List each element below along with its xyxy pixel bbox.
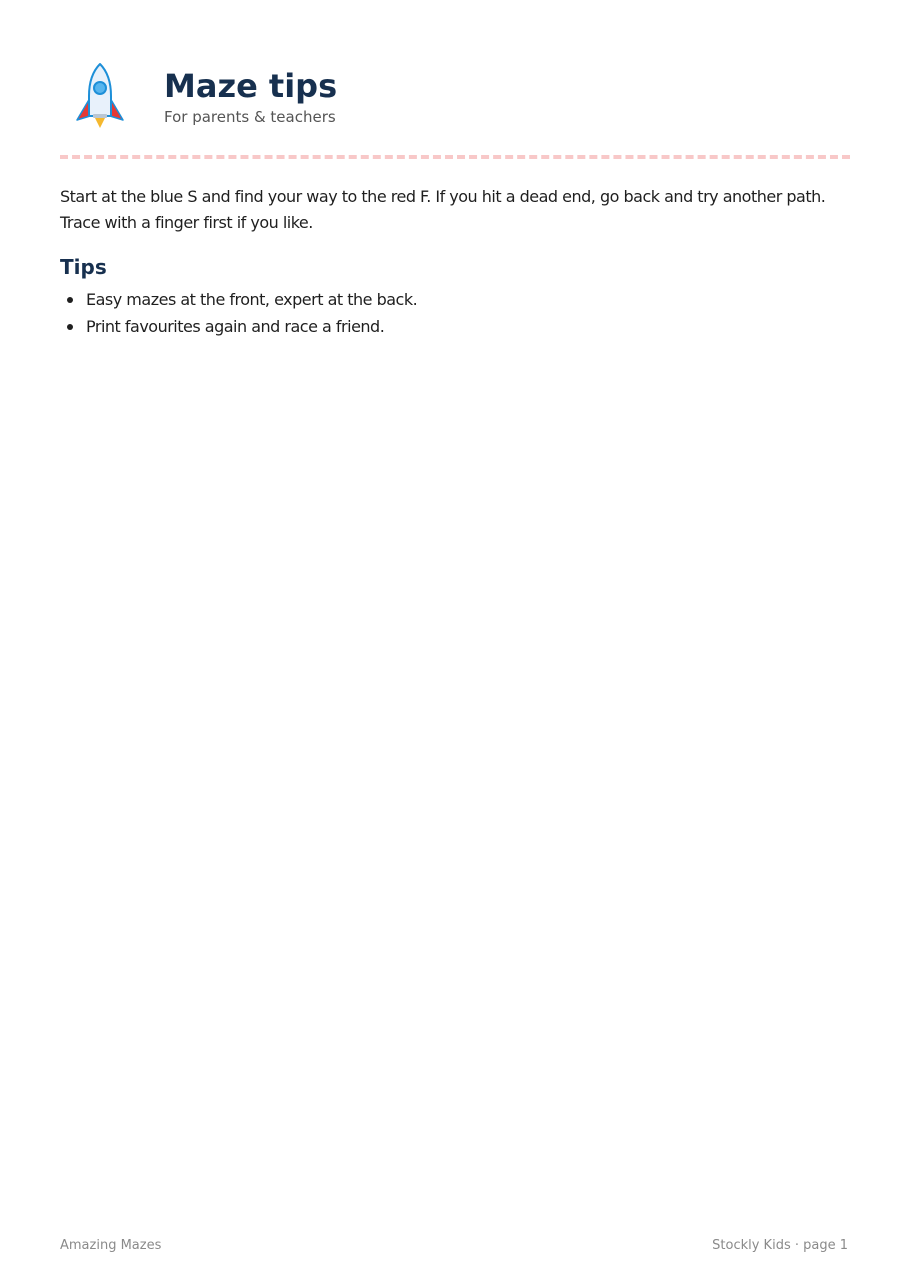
list-item: [60, 313, 850, 340]
bullet-icon: [67, 297, 73, 303]
intro-paragraph: Start at the blue S and find your way to the red F. If you hit a dead end, go back and try another path. Trace with a finger first if you like.: [60, 187, 826, 232]
list-item: [60, 286, 850, 313]
bullet-icon: [67, 324, 73, 330]
title-block: [164, 66, 337, 126]
footer-title: Amazing Mazes: [60, 1238, 162, 1253]
page-header: [60, 58, 850, 138]
page-title: Maze tips: [164, 67, 338, 105]
tips-list: [60, 286, 850, 340]
tip-text: Print favourites again and race a friend.: [86, 317, 385, 336]
tip-text: Easy mazes at the front, expert at the back.: [86, 290, 418, 309]
footer-page-number: Stockly Kids · page 1: [712, 1238, 848, 1253]
rocket-icon: [74, 62, 126, 128]
header-divider: [60, 155, 850, 159]
tips-heading: Tips: [60, 255, 107, 279]
page-subtitle: For parents & teachers: [164, 108, 336, 126]
